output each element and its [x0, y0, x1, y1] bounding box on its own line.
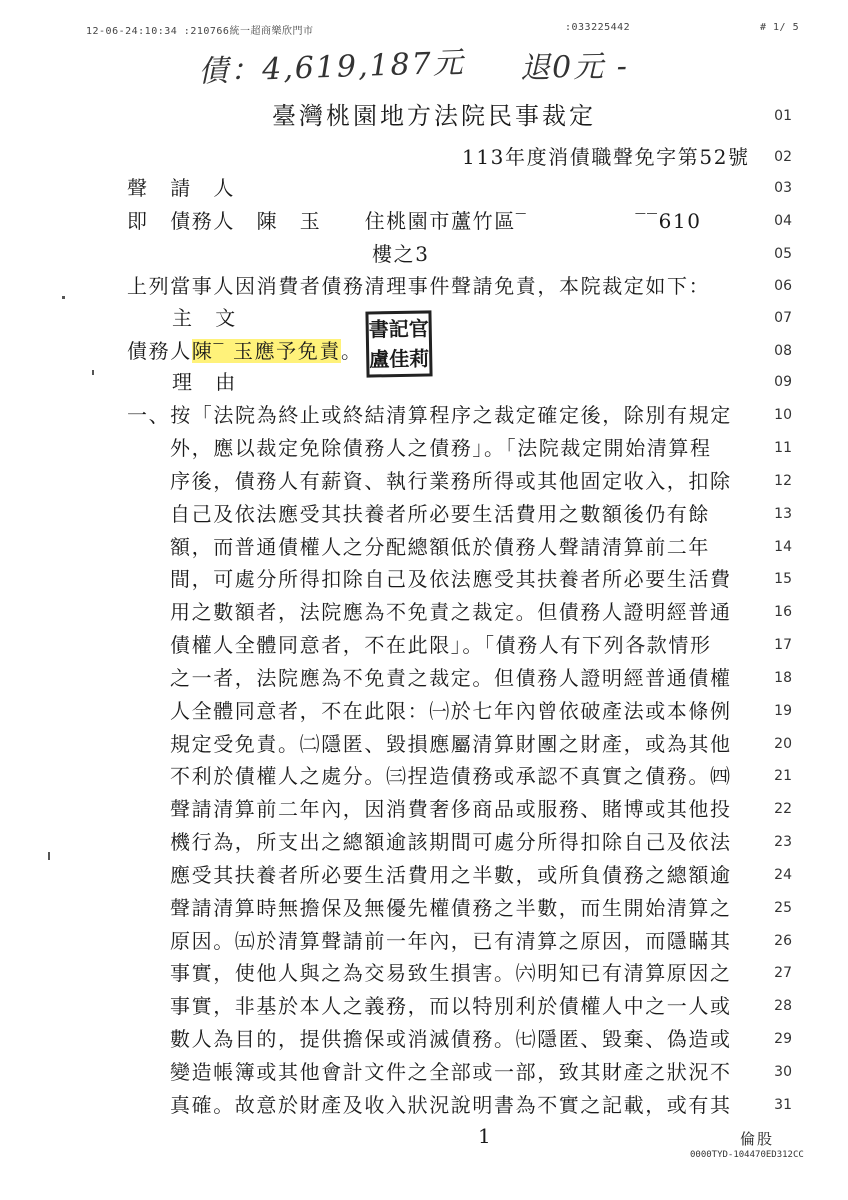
line-number: 06: [774, 278, 792, 294]
seal-char: 官: [408, 316, 429, 341]
line-12: [0, 463, 848, 499]
scan-speck: [48, 852, 50, 860]
body-line: 真確。故意於財產及收入狀況說明書為不實之記載，或有其: [170, 1093, 732, 1117]
line-number: 28: [774, 998, 792, 1014]
document-title: 臺灣桃園地方法院民事裁定: [272, 102, 596, 130]
body-line: 一、按「法院為終止或終結清算程序之裁定確定後，除別有規定: [127, 403, 732, 427]
highlighted-ruling: 陳‾ 玉應予免責: [191, 339, 341, 363]
line-number: 13: [774, 506, 792, 522]
debtor-address: 即 債務人 陳 玉 住桃園市蘆竹區‾ ‾‾610: [127, 209, 702, 233]
body-line: 事實，使他人與之為交易致生損害。㈥明知已有清算原因之: [170, 961, 732, 985]
reasons-heading: 理 由: [172, 370, 237, 394]
line-13: [0, 496, 848, 532]
seal-char: 佳: [389, 346, 410, 372]
body-line: 人全體同意者，不在此限：㈠於七年內曾依破產法或本條例: [170, 699, 732, 723]
line-number: 16: [774, 604, 792, 620]
line-number: 24: [774, 867, 792, 883]
line-number: 01: [774, 108, 792, 124]
line-21: [0, 758, 848, 794]
body-line: 額，而普通債權人之分配總額低於債務人聲請清算前二年: [170, 535, 710, 559]
clerk-seal-stamp: [365, 310, 432, 377]
line-17: [0, 627, 848, 663]
line-10: [0, 397, 848, 433]
line-24: [0, 857, 848, 893]
body-line: 變造帳簿或其他會計文件之全部或一部，致其財產之狀況不: [170, 1060, 732, 1084]
line-number: 15: [774, 571, 792, 587]
line-number: 04: [774, 213, 792, 229]
line-04: [0, 203, 848, 239]
body-line: 規定受免責。㈡隱匿、毀損應屬清算財團之財產，或為其他: [170, 732, 732, 756]
line-29: [0, 1021, 848, 1057]
body-line: 聲請清算時無擔保及無優先權債務之半數，而生開始清算之: [170, 896, 732, 920]
body-line: 不利於債權人之處分。㈢捏造債務或承認不真實之債務。㈣: [170, 764, 732, 788]
handwritten-refund-note: 退0元 -: [519, 49, 630, 86]
line-22: [0, 791, 848, 827]
applicant-label: 聲 請 人: [127, 176, 235, 200]
line-number: 25: [774, 900, 792, 916]
line-05: [0, 236, 848, 272]
body-line: 債權人全體同意者，不在此限」。「債務人有下列各款情形: [170, 633, 712, 657]
ruling-prefix: 債務人: [127, 339, 192, 363]
case-number: 113年度消債職聲免字第52號: [462, 145, 750, 169]
line-23: [0, 824, 848, 860]
seal-char: 莉: [409, 346, 430, 371]
scan-speck: [62, 296, 65, 299]
body-line: 自己及依法應受其扶養者所必要生活費用之數額後仍有餘: [170, 502, 710, 526]
line-31: [0, 1087, 848, 1123]
line-number: 27: [774, 965, 792, 981]
line-25: [0, 890, 848, 926]
seal-char: 記: [388, 316, 409, 342]
line-number: 23: [774, 834, 792, 850]
line-28: [0, 988, 848, 1024]
line-01: [0, 98, 848, 134]
body-line: 間，可處分所得扣除自己及依法應受其扶養者所必要生活費: [170, 567, 732, 591]
body-line: 序後，債務人有薪資、執行業務所得或其他固定收入，扣除: [170, 469, 732, 493]
body-line: 機行為，所支出之總額逾該期間可處分所得扣除自己及依法: [170, 830, 732, 854]
seal-char: 盧: [369, 347, 390, 372]
body-line: 應受其扶養者所必要生活費用之半數，或所負債務之總額逾: [170, 863, 732, 887]
line-number: 05: [774, 246, 792, 262]
body-line: 外，應以裁定免除債務人之債務」。「法院裁定開始清算程: [170, 436, 712, 460]
line-27: [0, 955, 848, 991]
line-20: [0, 726, 848, 762]
line-19: [0, 693, 848, 729]
line-number: 08: [774, 343, 792, 359]
line-number: 22: [774, 801, 792, 817]
handwritten-debt-note: 債：4,619,187元: [197, 45, 466, 90]
line-18: [0, 660, 848, 696]
line-number: 17: [774, 637, 792, 653]
fax-header-left: 12-06-24:10:34 :210766統一超商樂欣門市: [86, 26, 314, 37]
line-number: 18: [774, 670, 792, 686]
line-30: [0, 1054, 848, 1090]
ruling-intro: 上列當事人因消費者債務清理事件聲請免責，本院裁定如下：: [127, 274, 711, 298]
line-number: 14: [774, 539, 792, 555]
fax-header-phone: :033225442: [565, 22, 631, 33]
line-06: [0, 268, 848, 304]
scan-speck: [92, 370, 94, 375]
line-14: [0, 529, 848, 565]
line-number: 20: [774, 736, 792, 752]
line-03: [0, 170, 848, 206]
line-number: 07: [774, 310, 792, 326]
document-barcode-id: 0000TYD-104470ED312CC: [690, 1150, 804, 1160]
body-line: 聲請清算前二年內，因消費奢侈商品或服務、賭博或其他投: [170, 797, 732, 821]
line-number: 19: [774, 703, 792, 719]
body-line: 之一者，法院應為不免責之裁定。但債務人證明經普通債權: [170, 666, 732, 690]
court-division-code: 倫股: [740, 1130, 775, 1148]
line-number: 30: [774, 1064, 792, 1080]
line-number: 03: [774, 180, 792, 196]
line-number: 02: [774, 149, 792, 165]
ruling-suffix: 。: [340, 339, 363, 363]
seal-char: 書: [368, 317, 389, 342]
main-text-heading: 主 文: [172, 306, 237, 330]
line-number: 21: [774, 768, 792, 784]
body-line: 事實，非基於本人之義務，而以特別利於債權人中之一人或: [170, 994, 732, 1018]
body-line: 用之數額者，法院應為不免責之裁定。但債務人證明經普通: [170, 600, 732, 624]
line-11: [0, 430, 848, 466]
fax-header-page: # 1/ 5: [760, 22, 800, 33]
line-number: 12: [774, 473, 792, 489]
line-15: [0, 561, 848, 597]
address-floor: 樓之3: [372, 242, 430, 266]
line-16: [0, 594, 848, 630]
page-number: 1: [478, 1124, 491, 1148]
line-26: [0, 923, 848, 959]
body-line: 數人為目的，提供擔保或消滅債務。㈦隱匿、毀棄、偽造或: [170, 1027, 732, 1051]
line-number: 10: [774, 407, 792, 423]
line-number: 11: [774, 440, 792, 456]
line-number: 26: [774, 933, 792, 949]
line-number: 31: [774, 1097, 792, 1113]
line-number: 09: [774, 374, 792, 390]
line-number: 29: [774, 1031, 792, 1047]
body-line: 原因。㈤於清算聲請前一年內，已有清算之原因，而隱瞞其: [170, 929, 732, 953]
